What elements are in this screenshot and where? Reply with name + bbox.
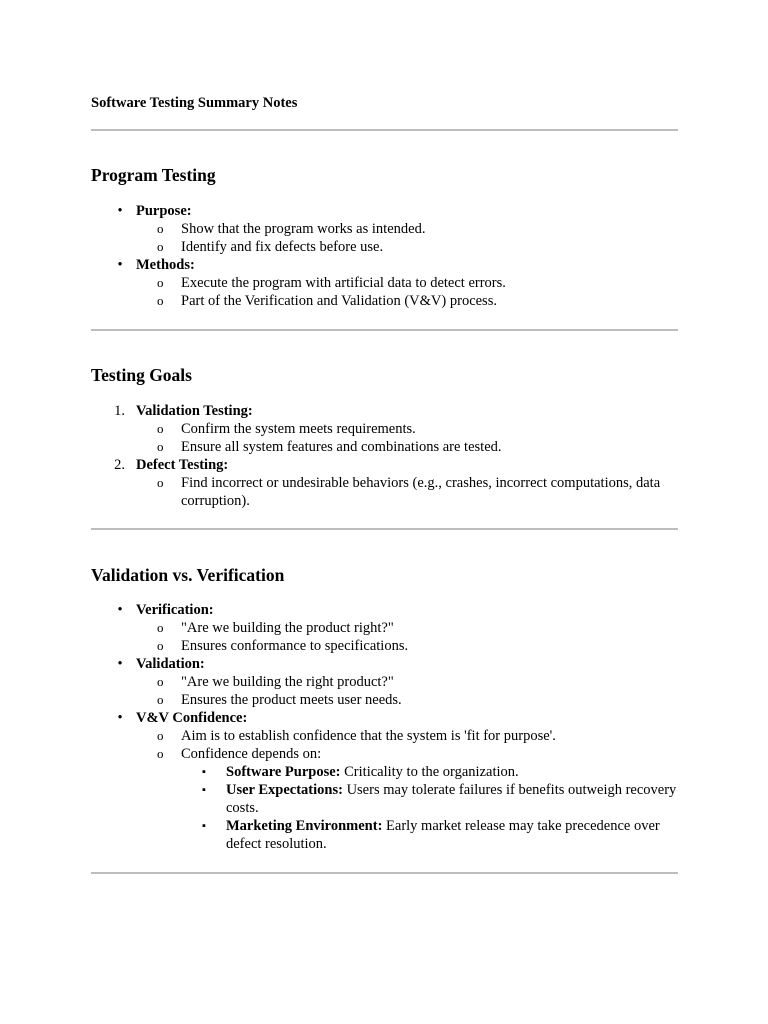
sub-item-text: Confidence depends on:: [181, 746, 322, 762]
bullet-icon: •: [117, 656, 123, 672]
factor-item-user-expectations: [91, 781, 678, 817]
circle-bullet-icon: o: [157, 692, 164, 707]
circle-bullet-icon: o: [157, 239, 164, 254]
circle-bullet-icon: o: [157, 221, 164, 236]
divider: [91, 528, 678, 530]
sub-item-text: Identify and fix defects before use.: [181, 239, 384, 255]
bullet-icon: •: [117, 710, 123, 726]
square-bullet-icon: ▪: [202, 784, 206, 796]
square-bullet-icon: ▪: [202, 820, 206, 832]
validation-verification-list: [91, 601, 678, 853]
item-label: Validation Testing:: [136, 403, 253, 419]
sub-item: [91, 474, 678, 510]
sub-item: [91, 274, 678, 292]
list-item-verification: [91, 601, 678, 619]
factor-label: Software Purpose:: [226, 764, 341, 780]
list-number: 1.: [114, 403, 125, 419]
circle-bullet-icon: o: [157, 746, 164, 761]
section-heading-program-testing: Program Testing: [91, 165, 216, 185]
section-heading-validation-vs-verification: Validation vs. Verification: [91, 565, 285, 585]
factor-text: Users may tolerate failures if benefits outweigh recovery costs.: [226, 782, 677, 816]
program-testing-list: [91, 202, 678, 310]
section-heading-testing-goals: Testing Goals: [91, 365, 192, 385]
factor-item-marketing-environment: [91, 817, 678, 853]
document-title: Software Testing Summary Notes: [91, 95, 298, 111]
sub-item-text: Ensures conformance to specifications.: [181, 638, 409, 654]
item-label: Methods:: [136, 257, 195, 273]
sub-item: [91, 420, 678, 438]
item-label: Purpose:: [136, 203, 192, 219]
circle-bullet-icon: o: [157, 439, 164, 454]
list-number: 2.: [114, 457, 125, 473]
sub-item: [91, 691, 678, 709]
list-item-methods: [91, 256, 678, 274]
sub-item-text: "Are we building the product right?": [181, 620, 394, 636]
item-label: Verification:: [136, 602, 214, 618]
list-item-validation: [91, 655, 678, 673]
sub-item-text: Show that the program works as intended.: [181, 221, 426, 237]
factor-label: User Expectations:: [226, 782, 343, 798]
factor-item-software-purpose: [91, 763, 678, 781]
list-item-validation-testing: [91, 402, 678, 420]
item-label: Defect Testing:: [136, 457, 229, 473]
divider: [91, 129, 678, 131]
factor-label: Marketing Environment:: [226, 818, 383, 834]
sub-item: [91, 220, 678, 238]
sub-item-text: Aim is to establish confidence that the system is 'fit for purpose'.: [181, 728, 556, 744]
testing-goals-list: [91, 402, 678, 510]
circle-bullet-icon: o: [157, 728, 164, 743]
sub-item-text: "Are we building the right product?": [181, 674, 394, 690]
circle-bullet-icon: o: [157, 674, 164, 689]
sub-item: [91, 438, 678, 456]
factor-text: Early market release may take precedence over defect resolution.: [226, 818, 660, 852]
bullet-icon: •: [117, 203, 123, 219]
sub-item-text: Ensure all system features and combinations are tested.: [181, 439, 502, 455]
circle-bullet-icon: o: [157, 620, 164, 635]
list-item-defect-testing: [91, 456, 678, 474]
circle-bullet-icon: o: [157, 421, 164, 436]
list-item-vv-confidence: [91, 709, 678, 727]
square-bullet-icon: ▪: [202, 766, 206, 778]
sub-item: [91, 745, 678, 763]
sub-item: [91, 238, 678, 256]
sub-item: [91, 619, 678, 637]
sub-item: [91, 727, 678, 745]
circle-bullet-icon: o: [157, 638, 164, 653]
circle-bullet-icon: o: [157, 475, 164, 490]
divider: [91, 872, 678, 874]
list-item-purpose: [91, 202, 678, 220]
sub-item: [91, 637, 678, 655]
bullet-icon: •: [117, 602, 123, 618]
sub-item-text: Find incorrect or undesirable behaviors (e.g., crashes, incorrect computations, data corruption).: [181, 475, 661, 509]
divider: [91, 329, 678, 331]
sub-item-text: Execute the program with artificial data to detect errors.: [181, 275, 506, 291]
item-label: V&V Confidence:: [136, 710, 248, 726]
circle-bullet-icon: o: [157, 293, 164, 308]
sub-item-text: Part of the Verification and Validation (V&V) process.: [181, 293, 497, 309]
sub-item: [91, 673, 678, 691]
bullet-icon: •: [117, 257, 123, 273]
sub-item-text: Confirm the system meets requirements.: [181, 421, 416, 437]
circle-bullet-icon: o: [157, 275, 164, 290]
sub-item-text: Ensures the product meets user needs.: [181, 692, 402, 708]
sub-item: [91, 292, 678, 310]
factor-text: Criticality to the organization.: [340, 764, 519, 780]
item-label: Validation:: [136, 656, 205, 672]
